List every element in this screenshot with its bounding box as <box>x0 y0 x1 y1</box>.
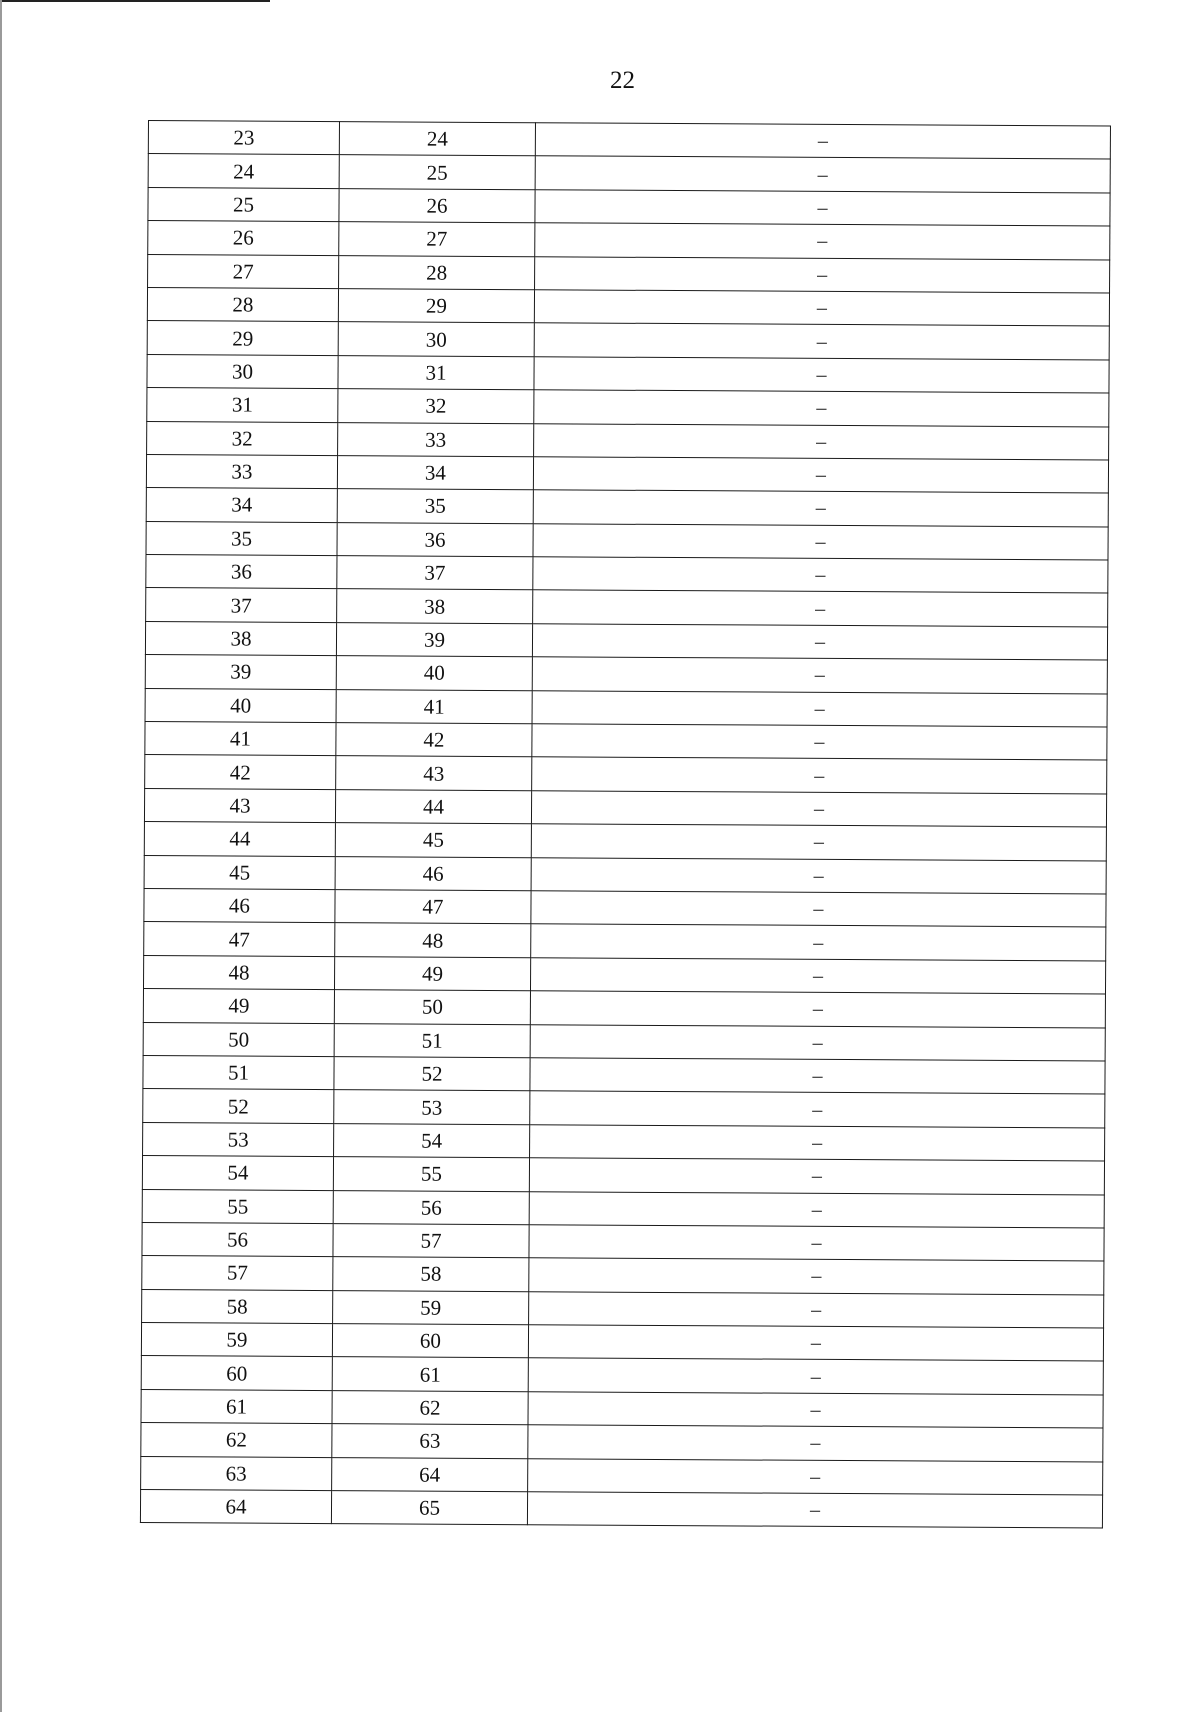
table-row <box>145 688 1107 727</box>
cell-from: 64 <box>140 1489 331 1523</box>
table-row <box>144 788 1106 827</box>
cell-to: 24 <box>339 122 535 157</box>
table-row <box>141 1423 1103 1462</box>
cell-to: 36 <box>337 522 533 557</box>
cell-to: 42 <box>336 723 532 758</box>
cell-value: – <box>529 1191 1104 1228</box>
cell-to: 56 <box>333 1190 529 1225</box>
table-row <box>142 1256 1104 1295</box>
cell-to: 50 <box>334 990 530 1025</box>
cell-from: 45 <box>144 855 335 889</box>
cell-to: 62 <box>332 1390 528 1425</box>
cell-value: – <box>535 156 1110 193</box>
cell-from: 53 <box>143 1122 334 1156</box>
table-row <box>143 989 1105 1028</box>
cell-value: – <box>532 624 1107 661</box>
cell-from: 31 <box>147 388 338 422</box>
cell-from: 27 <box>148 254 339 288</box>
table-row <box>143 1089 1105 1128</box>
cell-to: 48 <box>335 923 531 958</box>
table-row <box>147 421 1109 460</box>
cell-to: 47 <box>335 890 531 925</box>
table-row <box>144 855 1106 894</box>
cell-to: 31 <box>338 355 534 390</box>
cell-to: 43 <box>336 756 532 791</box>
cell-from: 47 <box>144 922 335 956</box>
cell-value: – <box>532 724 1107 761</box>
cell-from: 28 <box>147 287 338 321</box>
cell-value: – <box>528 1325 1103 1362</box>
cell-value: – <box>530 1024 1105 1061</box>
table-row <box>147 287 1109 326</box>
cell-value: – <box>529 1291 1104 1328</box>
cell-from: 38 <box>145 621 336 655</box>
table-row <box>148 154 1110 193</box>
cell-to: 65 <box>331 1491 527 1526</box>
cell-value: – <box>535 190 1110 227</box>
cell-to: 28 <box>339 255 535 290</box>
cell-value: – <box>532 757 1107 794</box>
cell-from: 26 <box>148 221 339 255</box>
cell-from: 30 <box>147 354 338 388</box>
cell-value: – <box>530 991 1105 1028</box>
cell-to: 64 <box>332 1457 528 1492</box>
cell-from: 54 <box>142 1156 333 1190</box>
cell-from: 33 <box>146 454 337 488</box>
cell-to: 60 <box>332 1324 528 1359</box>
table-row <box>145 722 1107 761</box>
table-row <box>144 888 1106 927</box>
table-row <box>141 1323 1103 1362</box>
cell-from: 25 <box>148 187 339 221</box>
cell-from: 44 <box>144 822 335 856</box>
cell-to: 59 <box>333 1290 529 1325</box>
cell-to: 27 <box>339 222 535 257</box>
cell-to: 52 <box>334 1057 530 1092</box>
table-row <box>146 555 1108 594</box>
cell-to: 61 <box>332 1357 528 1392</box>
cell-value: – <box>535 256 1110 293</box>
cell-from: 40 <box>145 688 336 722</box>
cell-from: 42 <box>145 755 336 789</box>
cell-to: 33 <box>338 422 534 457</box>
cell-from: 58 <box>142 1289 333 1323</box>
cell-to: 38 <box>337 589 533 624</box>
table-row <box>147 354 1109 393</box>
table-row <box>148 221 1110 260</box>
table-body <box>140 121 1110 1529</box>
cell-to: 40 <box>336 656 532 691</box>
data-table-container <box>140 120 1110 1529</box>
table-row <box>145 621 1107 660</box>
cell-to: 29 <box>338 289 534 324</box>
cell-value: – <box>533 457 1108 494</box>
cell-from: 60 <box>141 1356 332 1390</box>
cell-value: – <box>533 490 1108 527</box>
cell-from: 57 <box>142 1256 333 1290</box>
table-row <box>143 1022 1105 1061</box>
cell-to: 63 <box>332 1424 528 1459</box>
table-row <box>145 655 1107 694</box>
cell-to: 46 <box>335 856 531 891</box>
cell-value: – <box>529 1158 1104 1195</box>
cell-value: – <box>535 123 1110 160</box>
cell-value: – <box>532 690 1107 727</box>
table-row <box>148 254 1110 293</box>
cell-value: – <box>534 390 1109 427</box>
cell-value: – <box>531 857 1106 894</box>
page-number: 22 <box>610 67 635 94</box>
cell-to: 34 <box>337 456 533 491</box>
cell-value: – <box>530 957 1105 994</box>
cell-value: – <box>530 1091 1105 1128</box>
cell-to: 51 <box>334 1023 530 1058</box>
cell-value: – <box>535 223 1110 260</box>
table-row <box>143 955 1105 994</box>
cell-value: – <box>534 323 1109 360</box>
cell-from: 56 <box>142 1222 333 1256</box>
cell-to: 58 <box>333 1257 529 1292</box>
cell-value: – <box>528 1392 1103 1429</box>
table-row <box>141 1356 1103 1395</box>
cell-value: – <box>532 657 1107 694</box>
data-table <box>140 120 1111 1529</box>
cell-value: – <box>534 290 1109 327</box>
cell-to: 26 <box>339 188 535 223</box>
cell-from: 61 <box>141 1389 332 1423</box>
cell-value: – <box>531 891 1106 928</box>
cell-to: 44 <box>335 789 531 824</box>
cell-value: – <box>527 1492 1102 1529</box>
cell-from: 63 <box>141 1456 332 1490</box>
cell-to: 57 <box>333 1223 529 1258</box>
cell-from: 50 <box>143 1022 334 1056</box>
cell-from: 52 <box>143 1089 334 1123</box>
cell-from: 35 <box>146 521 337 555</box>
table-row <box>142 1189 1104 1228</box>
cell-to: 39 <box>336 622 532 657</box>
table-row <box>146 588 1108 627</box>
cell-from: 29 <box>147 321 338 355</box>
cell-from: 49 <box>143 989 334 1023</box>
table-row <box>144 822 1106 861</box>
cell-to: 32 <box>338 389 534 424</box>
table-row <box>148 121 1110 160</box>
table-row <box>142 1289 1104 1328</box>
cell-to: 45 <box>335 823 531 858</box>
cell-value: – <box>529 1225 1104 1262</box>
cell-to: 25 <box>339 155 535 190</box>
table-row <box>146 521 1108 560</box>
cell-from: 37 <box>146 588 337 622</box>
cell-value: – <box>530 1124 1105 1161</box>
cell-from: 39 <box>145 655 336 689</box>
cell-from: 62 <box>141 1423 332 1457</box>
cell-from: 36 <box>146 555 337 589</box>
table-row <box>147 321 1109 360</box>
table-row <box>142 1156 1104 1195</box>
cell-to: 53 <box>334 1090 530 1125</box>
table-row <box>148 187 1110 226</box>
cell-from: 24 <box>148 154 339 188</box>
table-row <box>145 755 1107 794</box>
cell-from: 32 <box>147 421 338 455</box>
cell-value: – <box>533 523 1108 560</box>
cell-value: – <box>534 356 1109 393</box>
cell-value: – <box>528 1358 1103 1395</box>
cell-value: – <box>530 1058 1105 1095</box>
cell-from: 43 <box>144 788 335 822</box>
scan-edge-left <box>0 0 2 1712</box>
table-row <box>146 488 1108 527</box>
cell-to: 49 <box>334 956 530 991</box>
cell-from: 59 <box>141 1323 332 1357</box>
cell-from: 48 <box>143 955 334 989</box>
cell-value: – <box>528 1458 1103 1495</box>
table-row <box>143 1122 1105 1161</box>
cell-from: 55 <box>142 1189 333 1223</box>
scan-edge-top <box>0 0 270 2</box>
cell-to: 55 <box>333 1157 529 1192</box>
table-row <box>147 388 1109 427</box>
cell-from: 34 <box>146 488 337 522</box>
cell-to: 35 <box>337 489 533 524</box>
cell-value: – <box>534 423 1109 460</box>
cell-to: 30 <box>338 322 534 357</box>
cell-value: – <box>528 1425 1103 1462</box>
cell-value: – <box>531 824 1106 861</box>
table-row <box>140 1489 1102 1528</box>
table-row <box>144 922 1106 961</box>
cell-value: – <box>533 590 1108 627</box>
cell-value: – <box>531 791 1106 828</box>
cell-to: 41 <box>336 689 532 724</box>
cell-value: – <box>531 924 1106 961</box>
cell-value: – <box>533 557 1108 594</box>
table-row <box>146 454 1108 493</box>
cell-value: – <box>529 1258 1104 1295</box>
cell-from: 46 <box>144 888 335 922</box>
cell-from: 41 <box>145 722 336 756</box>
table-row <box>141 1389 1103 1428</box>
table-row <box>143 1055 1105 1094</box>
cell-to: 37 <box>337 556 533 591</box>
table-row <box>141 1456 1103 1495</box>
table-row <box>142 1222 1104 1261</box>
cell-from: 23 <box>148 121 339 155</box>
cell-from: 51 <box>143 1055 334 1089</box>
cell-to: 54 <box>334 1123 530 1158</box>
